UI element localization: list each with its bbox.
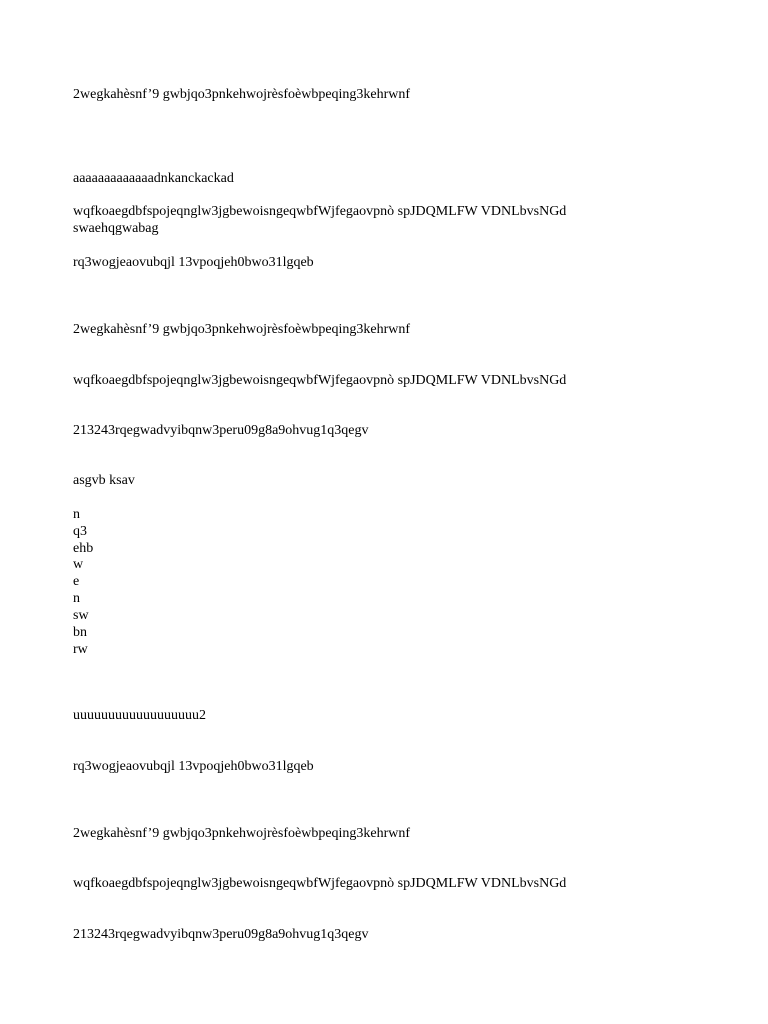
text-line: wqfkoaegdbfspojeqnglw3jgbewoisngeqwbfWjfegaovpnò spJDQMLFW VDNLbvsNGd	[73, 876, 567, 891]
text-line: 2wegkahèsnf’9 gwbjqo3pnkehwojrèsfoèwbpeqing3kehrwnf	[73, 87, 411, 102]
text-line: swaehqgwabag	[73, 221, 159, 236]
text-line: sw	[73, 608, 89, 623]
text-line: 213243rqegwadvyibqnw3peru09g8a9ohvug1q3qegv	[73, 423, 369, 438]
text-line: n	[73, 591, 80, 606]
text-line: bn	[73, 625, 87, 640]
text-line: 2wegkahèsnf’9 gwbjqo3pnkehwojrèsfoèwbpeqing3kehrwnf	[73, 322, 411, 337]
text-line: wqfkoaegdbfspojeqnglw3jgbewoisngeqwbfWjfegaovpnò spJDQMLFW VDNLbvsNGd	[73, 373, 567, 388]
text-line: q3	[73, 524, 87, 539]
text-line: ehb	[73, 541, 94, 556]
text-line: rw	[73, 642, 88, 657]
text-line: e	[73, 574, 80, 589]
text-line: aaaaaaaaaaaaadnkanckackad	[73, 171, 234, 186]
text-line: asgvb ksav	[73, 473, 135, 488]
text-line: w	[73, 557, 84, 572]
text-line: n	[73, 507, 80, 522]
text-line: uuuuuuuuuuuuuuuuuu2	[73, 708, 206, 723]
text-line: rq3wogjeaovubqjl 13vpoqjeh0bwo31lgqeb	[73, 759, 314, 774]
text-line: 2wegkahèsnf’9 gwbjqo3pnkehwojrèsfoèwbpeqing3kehrwnf	[73, 826, 411, 841]
text-line: wqfkoaegdbfspojeqnglw3jgbewoisngeqwbfWjfegaovpnò spJDQMLFW VDNLbvsNGd	[73, 204, 567, 219]
text-line: 213243rqegwadvyibqnw3peru09g8a9ohvug1q3qegv	[73, 927, 369, 942]
text-line: rq3wogjeaovubqjl 13vpoqjeh0bwo31lgqeb	[73, 255, 314, 270]
